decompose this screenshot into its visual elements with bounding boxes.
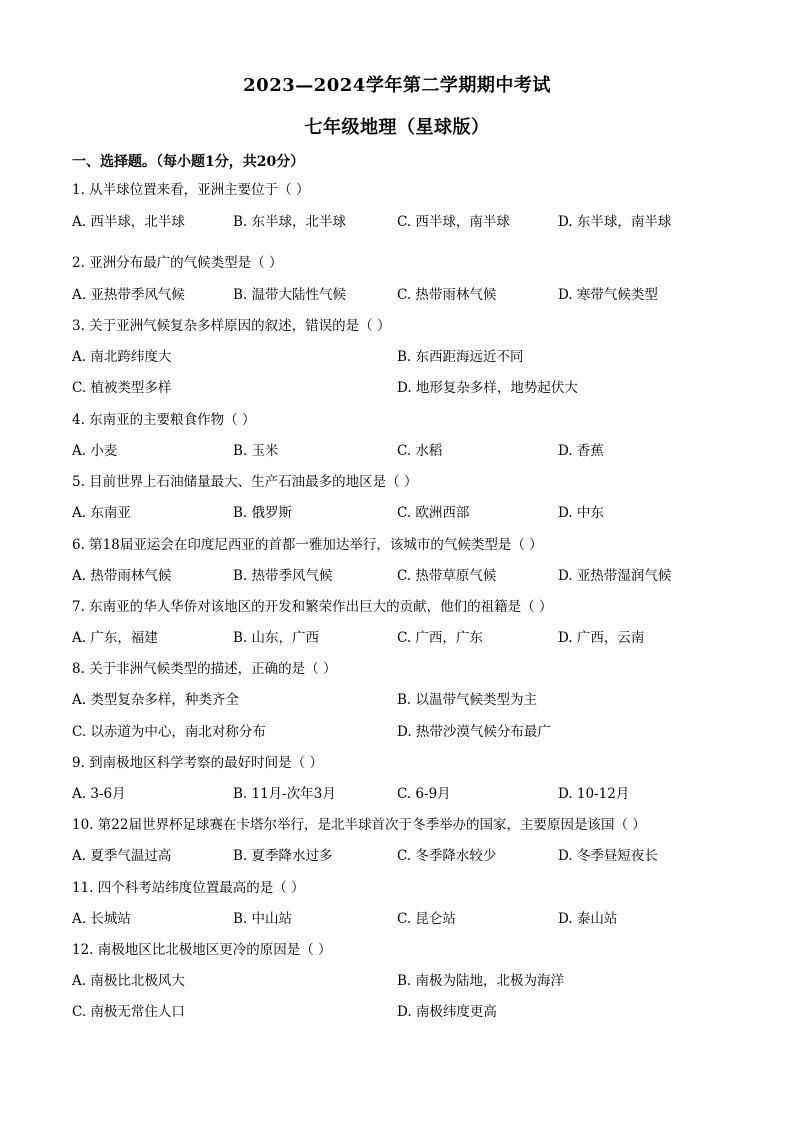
question-options bbox=[0, 347, 794, 367]
option-a: A. 3-6月 bbox=[72, 786, 126, 802]
question-options bbox=[0, 1002, 794, 1022]
question-options bbox=[0, 212, 794, 232]
option-d: D. 中东 bbox=[558, 505, 604, 521]
option-b: B. 南极为陆地，北极为海洋 bbox=[397, 973, 565, 989]
option-b: B. 俄罗斯 bbox=[233, 505, 293, 521]
question-options bbox=[0, 503, 794, 523]
question-options bbox=[0, 441, 794, 461]
option-c: C. 广西，广东 bbox=[397, 630, 483, 646]
option-c: C. 欧洲西部 bbox=[397, 505, 470, 521]
option-c: C. 昆仑站 bbox=[397, 911, 456, 927]
question-options bbox=[0, 566, 794, 586]
option-a: A. 南极比北极风大 bbox=[72, 973, 185, 989]
option-d: D. 冬季昼短夜长 bbox=[558, 848, 658, 864]
option-a: A. 类型复杂多样，种类齐全 bbox=[72, 692, 239, 708]
option-d: D. 10-12月 bbox=[558, 786, 630, 802]
option-a: A. 亚热带季风气候 bbox=[72, 287, 185, 303]
option-d: D. 泰山站 bbox=[558, 911, 618, 927]
question-stem: 8. 关于非洲气候类型的描述，正确的是（ ） bbox=[72, 661, 337, 677]
question-options bbox=[0, 846, 794, 866]
option-b: B. 玉米 bbox=[233, 443, 279, 459]
question-stem: 5. 目前世界上石油储量最大、生产石油最多的地区是（ ） bbox=[72, 474, 418, 490]
option-c: C. 水稻 bbox=[397, 443, 443, 459]
option-a: A. 小麦 bbox=[72, 443, 118, 459]
question-stem: 2. 亚洲分布最广的气候类型是（ ） bbox=[72, 255, 283, 271]
option-b: B. 热带季风气候 bbox=[233, 568, 333, 584]
option-a: A. 南北跨纬度大 bbox=[72, 349, 172, 365]
option-b: B. 夏季降水过多 bbox=[233, 848, 333, 864]
option-a: A. 长城站 bbox=[72, 911, 131, 927]
question-stem: 3. 关于亚洲气候复杂多样原因的叙述，错误的是（ ） bbox=[72, 318, 391, 334]
option-a: A. 夏季气温过高 bbox=[72, 848, 172, 864]
section-heading: 一、选择题。（每小题1分，共20分） bbox=[72, 154, 305, 170]
question-stem: 9. 到南极地区科学考察的最好时间是（ ） bbox=[72, 755, 323, 771]
option-b: B. 中山站 bbox=[233, 911, 293, 927]
option-c: C. 冬季降水较少 bbox=[397, 848, 497, 864]
option-c: C. 6-9月 bbox=[397, 786, 451, 802]
option-c: C. 南极无常住人口 bbox=[72, 1004, 185, 1020]
option-a: A. 东南亚 bbox=[72, 505, 131, 521]
option-c: C. 以赤道为中心，南北对称分布 bbox=[72, 724, 266, 740]
option-d: D. 亚热带湿润气候 bbox=[558, 568, 672, 584]
option-a: A. 西半球，北半球 bbox=[72, 214, 185, 230]
option-a: A. 广东，福建 bbox=[72, 630, 158, 646]
option-b: B. 东西距海远近不同 bbox=[397, 349, 524, 365]
question-options bbox=[0, 909, 794, 929]
question-stem: 1. 从半球位置来看，亚洲主要位于（ ） bbox=[72, 182, 310, 198]
question-stem: 7. 东南亚的华人华侨对该地区的开发和繁荣作出巨大的贡献，他们的祖籍是（ ） bbox=[72, 599, 553, 615]
question-options bbox=[0, 628, 794, 648]
option-b: B. 东半球，北半球 bbox=[233, 214, 347, 230]
question-stem: 4. 东南亚的主要粮食作物（ ） bbox=[72, 412, 256, 428]
question-stem: 12. 南极地区比北极地区更冷的原因是（ ） bbox=[72, 942, 332, 958]
option-c: C. 西半球，南半球 bbox=[397, 214, 510, 230]
exam-subtitle: 七年级地理（星球版） bbox=[304, 117, 490, 138]
option-d: D. 香蕉 bbox=[558, 443, 604, 459]
question-options bbox=[0, 722, 794, 742]
option-d: D. 东半球，南半球 bbox=[558, 214, 672, 230]
option-b: B. 温带大陆性气候 bbox=[233, 287, 347, 303]
question-stem: 11. 四个科考站纬度位置最高的是（ ） bbox=[72, 880, 305, 896]
option-d: D. 热带沙漠气候分布最广 bbox=[397, 724, 551, 740]
option-d: D. 地形复杂多样，地势起伏大 bbox=[397, 380, 578, 396]
question-stem: 10. 第22届世界杯足球赛在卡塔尔举行，是北半球首次于冬季举办的国家，主要原因是该国（ ） bbox=[72, 817, 646, 833]
option-b: B. 以温带气候类型为主 bbox=[397, 692, 538, 708]
option-a: A. 热带雨林气候 bbox=[72, 568, 172, 584]
option-c: C. 植被类型多样 bbox=[72, 380, 172, 396]
option-d: D. 广西，云南 bbox=[558, 630, 645, 646]
question-stem: 6. 第18届亚运会在印度尼西亚的首都一雅加达举行，该城市的气候类型是（ ） bbox=[72, 537, 543, 553]
option-c: C. 热带草原气候 bbox=[397, 568, 497, 584]
exam-title: 2023—2024学年第二学期期中考试 bbox=[243, 75, 551, 96]
question-options bbox=[0, 784, 794, 804]
option-d: D. 寒带气候类型 bbox=[558, 287, 658, 303]
question-options bbox=[0, 378, 794, 398]
option-c: C. 热带雨林气候 bbox=[397, 287, 497, 303]
option-b: B. 11月-次年3月 bbox=[233, 786, 336, 802]
question-options bbox=[0, 285, 794, 305]
option-d: D. 南极纬度更高 bbox=[397, 1004, 497, 1020]
option-b: B. 山东，广西 bbox=[233, 630, 320, 646]
question-options bbox=[0, 971, 794, 991]
question-options bbox=[0, 690, 794, 710]
